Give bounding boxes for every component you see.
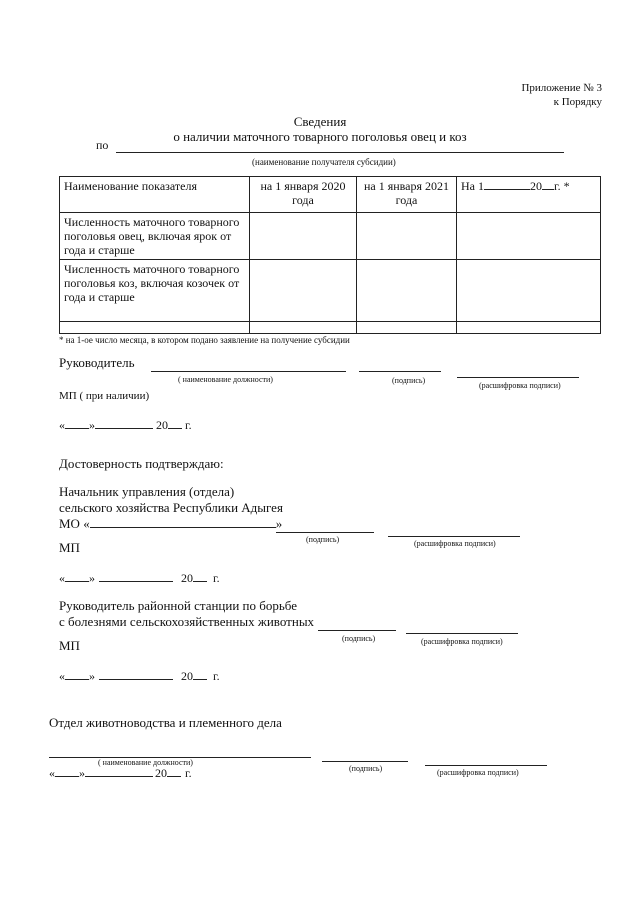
appendix-line-2: к Порядку [553,96,602,108]
row-goat-2021 [357,260,457,322]
date-close-quote: » [89,571,95,585]
date-year: 20 [181,571,193,585]
dept-position-caption: ( наименование должности) [98,758,193,767]
row-goat-label: Численность маточного товарного поголовья коз, включая козочек от года и старше [60,260,250,322]
mgr-municipality-prefix: МО « [59,516,90,531]
confirmation-text: Достоверность подтверждаю: [59,456,224,471]
vet-date [59,669,220,684]
date-open-quote: « [59,669,65,683]
date-close-quote: » [79,766,85,780]
livestock-table [59,176,601,334]
vet-signature-line [318,630,396,631]
head-position-line [151,371,346,372]
header-indicator-name: Наименование показателя [60,177,250,213]
date-open-quote: « [49,766,55,780]
dept-date [49,766,192,781]
row-sheep-custom [457,213,601,260]
table-row-empty [60,322,601,334]
vet-title-line-1: Руководитель районной станции по борьбе [59,598,298,613]
head-decode-caption: (расшифровка подписи) [479,381,561,390]
document-subtitle: о наличии маточного товарного поголовья овец и коз [173,129,467,144]
document-title: Сведения [293,114,347,129]
header-2020: на 1 января 2020 года [250,177,357,213]
table-row [60,260,601,322]
date-close-quote: » [89,669,95,683]
head-position-caption: ( наименование должности) [178,375,273,384]
mgr-date [59,571,220,586]
dept-title: Отдел животноводства и племенного дела [49,715,282,730]
header-custom-date [457,177,601,213]
date-close-quote: » [89,418,95,432]
mgr-municipality-suffix: » [275,516,283,531]
dept-signature-line [322,761,408,762]
header-custom-year: 20 [530,179,542,193]
table-footnote: * на 1-ое число месяца, в котором подано заявление на получение субсидии [59,335,350,345]
dept-decode-caption: (расшифровка подписи) [437,768,519,777]
mgr-municipality [59,516,282,532]
vet-decode-caption: (расшифровка подписи) [421,637,503,646]
vet-stamp-label: МП [59,638,80,653]
row-goat-custom [457,260,601,322]
mgr-title-line-1: Начальник управления (отдела) [59,484,235,499]
date-open-quote: « [59,418,65,432]
date-year: 20 [181,669,193,683]
recipient-caption: (наименование получателя субсидии) [252,157,396,167]
date-year-suffix: г. [213,669,220,683]
row-sheep-2021 [357,213,457,260]
mgr-signature-line [276,532,374,533]
date-year: 20 [156,418,168,432]
vet-title-line-2: с болезнями сельскохозяйственных животных [59,614,315,629]
header-custom-prefix: На 1 [461,179,484,193]
date-year: 20 [155,766,167,780]
mgr-stamp-label: МП [59,540,80,555]
mgr-decode-caption: (расшифровка подписи) [414,539,496,548]
head-decode-line [457,377,579,378]
row-sheep-label: Численность маточного товарного поголовья овец, включая ярок от года и старше [60,213,250,260]
vet-decode-line [406,633,518,634]
head-stamp-label: МП ( при наличии) [59,390,150,402]
head-label: Руководитель [59,355,135,370]
mgr-decode-line [388,536,520,537]
recipient-prefix: по [96,138,109,152]
appendix-line-1: Приложение № 3 [521,82,602,94]
header-2021: на 1 января 2021 года [357,177,457,213]
vet-signature-caption: (подпись) [342,634,376,643]
header-custom-suffix: г. * [554,179,570,193]
date-year-suffix: г. [185,766,192,780]
date-year-suffix: г. [213,571,220,585]
dept-decode-line [425,765,547,766]
table-header-row [60,177,601,213]
row-goat-2020 [250,260,357,322]
dept-signature-caption: (подпись) [349,764,383,773]
recipient-line [116,152,564,153]
mgr-title-line-2: сельского хозяйства Республики Адыгея [59,500,283,515]
row-sheep-2020 [250,213,357,260]
head-date [59,418,192,433]
head-signature-line [359,371,441,372]
date-year-suffix: г. [185,418,192,432]
mgr-signature-caption: (подпись) [306,535,340,544]
date-open-quote: « [59,571,65,585]
head-signature-caption: (подпись) [392,376,426,385]
table-row [60,213,601,260]
